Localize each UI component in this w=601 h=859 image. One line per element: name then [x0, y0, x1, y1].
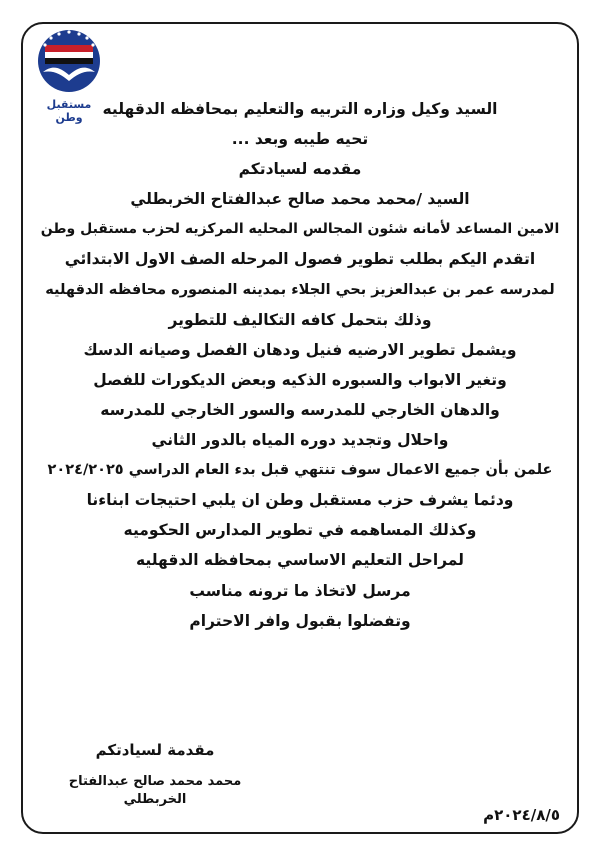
letter-line: علمن بأن جميع الاعمال سوف تنتهي قبل بدء العام الدراسي ٢٠٢٤/٢٠٢٥	[47, 462, 553, 479]
letter-date: ٢٠٢٤/٨/٥م	[483, 806, 560, 824]
letter-line: الامين المساعد لأمانه شئون المجالس المحليه المركزيه لحزب مستقبل وطن	[40, 221, 560, 238]
signature-block	[60, 741, 250, 809]
letter-line: السيد وكيل وزاره التربيه والتعليم بمحافظه الدقهليه	[102, 100, 498, 118]
letter-line: اتقدم اليكم بطلب تطوير فصول المرحله الصف الاول الابتدائي	[64, 250, 536, 269]
letter-line: والدهان الخارجي للمدرسه والسور الخارجي للمدرسه	[100, 400, 500, 419]
letter-line: لمدرسه عمر بن عبدالعزيز بحي الجلاء بمدينه المنصوره محافظه الدقهليه	[45, 281, 555, 298]
letter-line: مقدمه لسيادتكم	[238, 160, 362, 179]
letter-line: مرسل لاتخاذ ما ترونه مناسب	[189, 581, 411, 600]
letter-line: السيد /محمد محمد صالح عبدالفتاح الخربطلي	[130, 190, 470, 209]
letter-line: وذلك بتحمل كافه التكاليف للتطوير	[168, 310, 432, 329]
letter-line: لمراحل التعليم الاساسي بمحافظه الدقهليه	[136, 551, 464, 570]
letter-line: وتغير الابواب والسبوره الذكيه وبعض الديكورات للفصل	[93, 370, 507, 389]
letter-line: وتفضلوا بقبول وافر الاحترام	[189, 611, 411, 630]
letter-line: ويشمل تطوير الارضيه فنيل ودهان الفصل وصيانه الدسك	[83, 340, 517, 359]
letter-line: تحيه طيبه وبعد ...	[231, 130, 369, 149]
signatory-name: محمد محمد صالح عبدالفتاح الخربطلي	[68, 774, 242, 807]
party-emblem-icon	[33, 28, 105, 98]
presented-label: مقدمة لسيادتكم	[95, 741, 215, 759]
letter-line: واحلال وتجديد دوره المياه بالدور الثاني	[151, 431, 449, 450]
letter-line: وكذلك المساهمه في تطوير المدارس الحكوميه	[123, 521, 477, 540]
letter-body	[40, 100, 560, 642]
letter-line: ودئما يشرف حزب مستقبل وطن ان يلبي احتيجات ابناءنا	[86, 491, 514, 510]
logo-caption: مستقبل وطن	[46, 98, 92, 124]
